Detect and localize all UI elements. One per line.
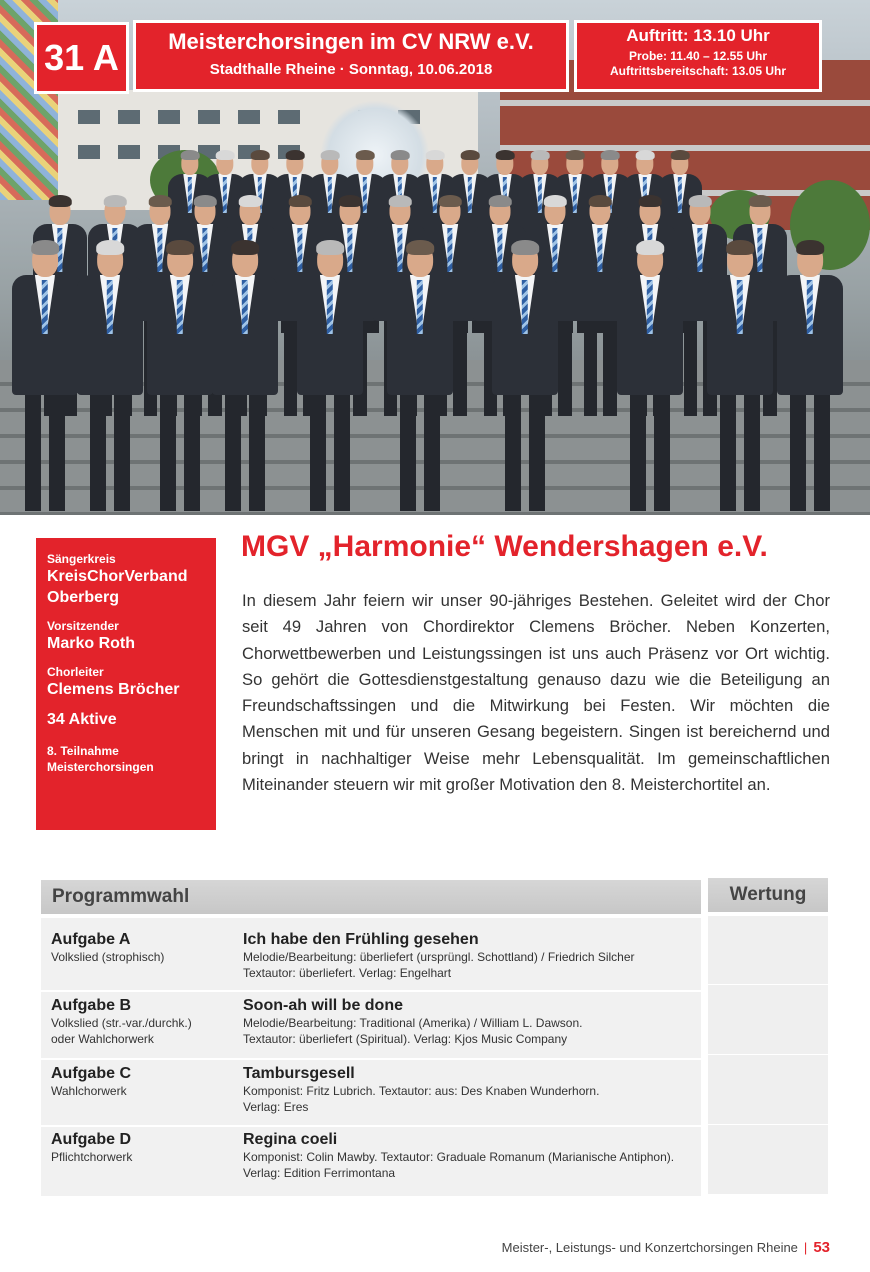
- participation-event: Meisterchorsingen: [47, 760, 154, 774]
- event-title-box: [133, 20, 569, 92]
- choir-info-box: [36, 538, 216, 830]
- program-heading: Programmwahl: [52, 886, 190, 907]
- chorleiter-value: Clemens Bröcher: [47, 681, 180, 698]
- saengerkreis-value: KreisChorVerband: [47, 568, 188, 585]
- chorleiter-label: Chorleiter: [47, 665, 104, 679]
- choir-member: [77, 240, 143, 515]
- event-subtitle: Stadthalle Rheine · Sonntag, 10.06.2018: [209, 61, 493, 78]
- task-type-line2: oder Wahlchorwerk: [51, 1032, 154, 1046]
- task-name: Aufgabe D: [51, 1131, 131, 1148]
- row-divider: [41, 1058, 701, 1060]
- choir-member: [387, 240, 453, 515]
- task-type: Pflichtchorwerk: [51, 1150, 133, 1164]
- choir-member: [617, 240, 683, 515]
- task-type: Wahlchorwerk: [51, 1084, 127, 1098]
- piece-title: Soon-ah will be done: [243, 997, 403, 1014]
- event-title: Meisterchorsingen im CV NRW e.V.: [168, 29, 534, 54]
- choir-member: [212, 240, 278, 515]
- piece-details: Verlag: Eres: [243, 1100, 309, 1114]
- event-number: 31 A: [44, 37, 119, 78]
- row-divider: [41, 990, 701, 992]
- piece-title: Ich habe den Frühling gesehen: [243, 931, 479, 948]
- piece-details: Komponist: Colin Mawby. Textautor: Graduale Romanum (Marianische Antiphon).: [243, 1150, 675, 1164]
- event-number-badge: [34, 22, 129, 94]
- piece-title: Tambursgesell: [243, 1065, 355, 1082]
- page-number: 53: [813, 1239, 830, 1256]
- footer-text: Meister-, Leistungs- und Konzertchorsingen Rheine: [501, 1240, 798, 1255]
- choir-name: MGV „Harmonie“ Wendershagen e.V.: [241, 530, 768, 563]
- task-type: Volkslied (strophisch): [51, 950, 165, 964]
- schedule-box: [574, 20, 822, 92]
- choir-member: [492, 240, 558, 515]
- page-footer: [502, 1239, 830, 1256]
- vorsitzender-value: Marko Roth: [47, 635, 135, 652]
- rating-header: [708, 878, 828, 912]
- saengerkreis-value-line2: Oberberg: [47, 589, 120, 606]
- task-name: Aufgabe B: [51, 997, 131, 1014]
- program-header: [41, 880, 701, 914]
- standby-time: Auftrittsbereitschaft: 13.05 Uhr: [609, 64, 787, 78]
- performance-time: Auftritt: 13.10 Uhr: [626, 26, 770, 45]
- choir-member: [707, 240, 773, 515]
- piece-details: Melodie/Bearbeitung: überliefert (ursprüngl. Schottland) / Friedrich Silcher: [243, 950, 635, 964]
- choir-member: [297, 240, 363, 515]
- task-type: Volkslied (str.-var./durchk.): [51, 1016, 192, 1030]
- piece-details: Verlag: Edition Ferrimontana: [243, 1166, 396, 1180]
- active-members: 34 Aktive: [47, 711, 117, 728]
- choir-member: [147, 240, 213, 515]
- row-divider: [41, 1125, 701, 1127]
- task-name: Aufgabe A: [51, 931, 131, 948]
- piece-details: Textautor: überliefert (Spiritual). Verlag: Kjos Music Company: [243, 1032, 568, 1046]
- footer-separator: |: [803, 1240, 808, 1255]
- participation-count: 8. Teilnahme: [47, 744, 119, 758]
- vorsitzender-label: Vorsitzender: [47, 619, 119, 633]
- rating-heading: Wertung: [729, 884, 807, 905]
- saengerkreis-label: Sängerkreis: [47, 552, 116, 566]
- rehearsal-time: Probe: 11.40 – 12.55 Uhr: [628, 49, 768, 63]
- task-name: Aufgabe C: [51, 1065, 131, 1082]
- choir-member: [12, 240, 78, 515]
- piece-title: Regina coeli: [243, 1131, 338, 1148]
- piece-details: Komponist: Fritz Lubrich. Textautor: aus: Des Knaben Wunderhorn.: [243, 1084, 600, 1098]
- choir-description: In diesem Jahr feiern wir unser 90-jähriges Bestehen. Geleitet wird der Chor seit 49 Jahren von Chordirektor Clemens Bröcher. Neben Konzerten, Chorwettbewerben und Leistungssingen ist uns auch Präsenz vor Ort wichtig. So gehört die Gottesdienstgestaltung genauso dazu wie die Beteiligung an Freundschaftssingen und die Mitwirkung bei Festen. Wir möchten die Menschen mit und für unseren Gesang begeistern. Singen ist bereichernd und bringt in nachhaltiger Weise mehr Lebensqualität. Im gemeinschaftlichen Miteinander steuern wir mit großer Motivation den 8. Meisterchortitel an.: [242, 591, 830, 795]
- rating-column: [708, 916, 828, 1194]
- piece-details: Melodie/Bearbeitung: Traditional (Amerika) / William L. Dawson.: [243, 1016, 583, 1030]
- piece-details: Textautor: überliefert. Verlag: Engelhart: [243, 966, 452, 980]
- choir-member: [777, 240, 843, 515]
